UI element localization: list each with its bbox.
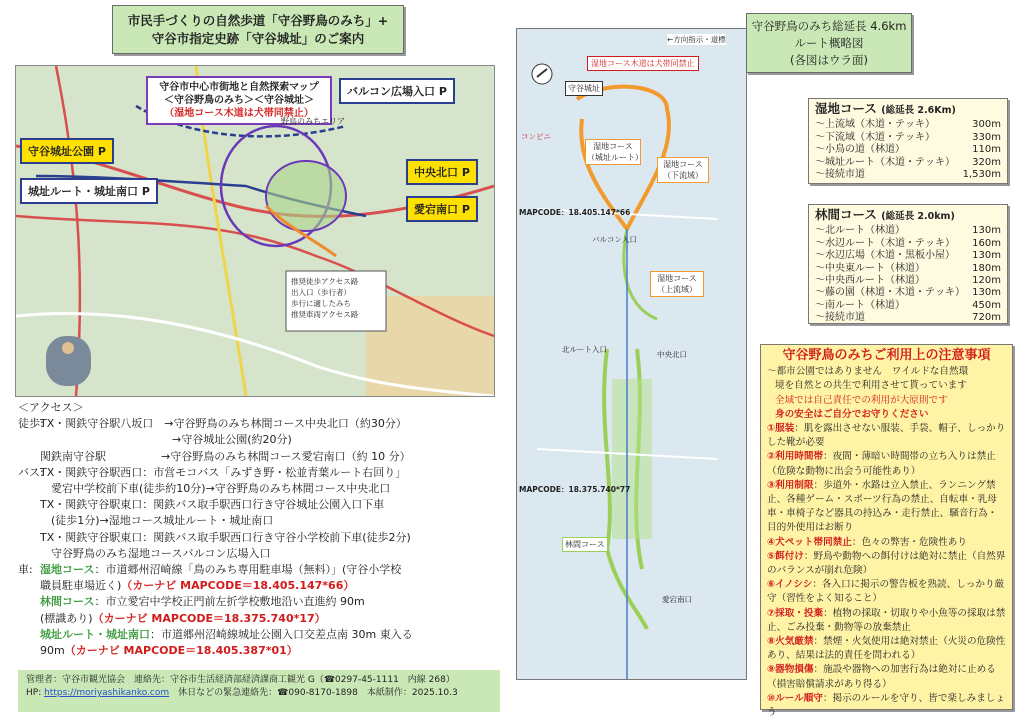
rule-item: ⑥イノシシ：各入口に掲示の警告板を熟読、しっかり厳守（習性をよく知ること） (767, 579, 1005, 605)
route-total: 守谷野鳥のみち総延長 4.6km (751, 18, 907, 33)
route-forest: 林間コース (562, 537, 608, 552)
map-banner-line1: 守谷市中心市街地と自然探索マップ (159, 82, 319, 93)
course-item: ～接続市道 1,530m (815, 169, 1001, 181)
area-map (15, 65, 495, 397)
car-row: 職員駐車場近く)（カーナビ MAPCODE＝18.405.147*66） (40, 579, 355, 593)
course-item: ～城址ルート（木道・テッキ） 320m (815, 156, 1001, 168)
area-label: 野鳥のみちエリア (281, 117, 345, 126)
route-zone-note: 湿地コース木道は犬帯同禁止 (587, 56, 699, 71)
route-note: (各図はウラ面) (790, 52, 868, 67)
course-item: ～小鳥の道（林道） 110m (815, 144, 1001, 156)
page-title-line1: 市民手づくりの自然歩道「守谷野鳥のみち」+ (127, 12, 389, 28)
access-row: TX・関鉄守谷駅東口：関鉄バス取手駅西口行き守谷小学校前下車(徒歩2分) (40, 530, 411, 544)
course-item: ～中央西ルート（林道） 120m (815, 275, 1001, 287)
access-section (18, 400, 498, 659)
rules-intro: 境を自然との共生で利用させて貰っています (775, 380, 967, 392)
access-row: (徒歩1分)→湿地コース城址ルート・城址南口 (40, 514, 274, 528)
callout-balcon: バルコン広場入口 P (339, 78, 455, 104)
route-mapcode1: MAPCODE：18.405.147*66 (519, 208, 631, 217)
rule-item: ④犬ペット帯同禁止：色々の弊害・危険性あり (767, 536, 967, 548)
car-row: (標識あり)（カーナビ MAPCODE＝18.375.740*17） (40, 611, 326, 625)
route-title: ルート概略図 (794, 35, 864, 50)
course-item: ～藤の園（林道・木道・テッキ） 130m (815, 287, 1001, 299)
footer (18, 670, 500, 712)
rules-intro: ～都市公園ではありません ワイルドな自然環 (767, 366, 969, 378)
access-row: 徒歩:TX・関鉄守谷駅八坂口 →守谷野鳥のみち林間コース中央北口（約30分） (18, 417, 407, 431)
callout-atago-south: 愛宕南口 P (406, 196, 478, 222)
rule-item: ③利用制限：歩道外・水路は立入禁止、ランニング禁止、各種ゲーム・スポーツ行為の禁止、自転車・乳母車・車椅子など器具の持込み・走行禁止、騒音行為・目的外使用はお断り (767, 479, 998, 534)
rule-item: ⑦採取・投棄：植物の採取・切取りや小魚等の採取は禁止、ごみ投棄・動物等の放棄禁止 (767, 607, 1006, 633)
rule-item: ⑧火気厳禁：禁煙・火気使用は絶対禁止（火災の危険性あり、結果は法的責任を問われる） (767, 636, 1006, 662)
legend-item: 出入口（歩行者） (291, 288, 351, 297)
wetland-title: 湿地コース (総延長 2.6Km) (815, 101, 956, 116)
homepage-link[interactable]: https://moriyashikanko.com (44, 688, 170, 698)
car-row: 90m（カーナビ MAPCODE＝18.405.387*01） (40, 644, 298, 658)
footer-contact: 管理者：守谷市観光協会 連絡先：守谷市生活経済部経済課商工観光 G（☎0297-45-1111 内線 268） (26, 675, 455, 685)
course-item: ～中央東ルート（林道） 180m (815, 262, 1001, 274)
footer-line2: HP: https://moriyashikanko.com 休日などの緊急連絡先：☎090-8170-1898 本紙制作：2025.10.3 (26, 688, 458, 698)
route-north: 北ルート入口 (562, 345, 607, 354)
route-mapcode2: MAPCODE：18.375.740*77 (519, 485, 631, 494)
route-wetland-castle: 湿地コース（城址ルート） (585, 139, 641, 165)
legend-item: 推奨車両アクセス路 (291, 310, 359, 319)
access-header: ＜アクセス＞ (18, 401, 84, 414)
access-row: →守谷城址公園(約20分) (40, 433, 292, 447)
page-title-box (112, 5, 404, 54)
usage-rules (760, 344, 1013, 719)
map-banner-line3: （湿地コース木道は犬帯同禁止） (164, 108, 314, 119)
rule-item: ⑩ルール順守：掲示のルールを守り、皆で楽しみましょう (767, 692, 1005, 719)
callout-castle-route: 城址ルート・城址南口 P (20, 178, 158, 204)
forest-title: 林間コース (総延長 2.0km) (815, 207, 955, 222)
callout-castle-park: 守谷城址公園 P (20, 138, 114, 164)
access-row: TX・関鉄守谷駅東口：関鉄バス取手駅西口行き守谷城址公園入口下車 (40, 498, 385, 512)
route-center-north: 中央北口 (657, 350, 687, 359)
course-item: ～北ルート（林道） 130m (815, 225, 1001, 237)
course-item: ～上流域（木道・テッキ） 300m (815, 119, 1001, 131)
access-row: 関鉄南守谷駅 →守谷野鳥のみち林間コース愛宕南口（約 10 分） (40, 449, 411, 463)
course-item: ～水辺ルート（木道・テッキ） 160m (815, 237, 1001, 249)
route-map-drawing (517, 29, 746, 679)
rule-item: ⑨器物損傷：施設や器物への加害行為は絶対に止める（損害賠償請求があり得る） (767, 664, 996, 690)
access-row: 守谷野鳥のみち湿地コースバルコン広場入口 (40, 546, 271, 560)
access-row: バス:TX・関鉄守谷駅西口：市営モコバス「みずき野・松並青葉ルート右回り」 (18, 465, 407, 479)
route-balcon: バルコン入口 (592, 235, 637, 244)
route-wetland-lower: 湿地コース（下流域） (657, 157, 709, 183)
route-wetland-upper: 湿地コース（上流域） (650, 271, 704, 297)
route-compass-note: ←方向指示・道標 (667, 35, 726, 44)
rule-item: ②利用時間帯：夜間・薄暗い時間帯の立ち入りは禁止（危険な動物に出会う可能性あり） (767, 451, 996, 477)
route-atago: 愛宕南口 (662, 595, 692, 604)
car-row: 城址ルート・城址南口：市道郷州沼崎線城址公園入口交差点南 30m 東入る (40, 627, 413, 641)
course-item: ～接続市道 720m (815, 312, 1001, 324)
map-legend (291, 276, 358, 320)
rules-title: 守谷野鳥のみちご利用上の注意事項 (782, 348, 991, 363)
callout-center-north: 中央北口 P (406, 159, 478, 185)
rule-item: ①服装：肌を露出させない服装、手袋、帽子、しっかりした靴が必要 (767, 423, 1006, 449)
rules-intro: 全域では自己責任での利用が大原則です (775, 394, 948, 406)
car-row: 車: 湿地コース：市道郷州沼崎線「鳥のみち専用駐車場（無料）」(守谷小学校 (18, 563, 402, 577)
rule-item: ⑤餌付け：野鳥や動物への餌付けは絶対に禁止（自然界のバランスが崩れ危険） (767, 550, 1006, 577)
route-map (516, 28, 747, 680)
car-row: 林間コース：市立愛宕中学校正門前左折学校敷地沿い直進約 90m (40, 595, 365, 609)
course-item: ～水辺広場（木道・黒板小屋） 130m (815, 250, 1001, 262)
course-item: ～下流域（木道・テッキ） 330m (815, 131, 1001, 143)
page-title-line2: 守谷市指定史跡「守谷城址」のご案内 (151, 30, 365, 46)
route-convenience: コンビニ (521, 132, 551, 141)
legend-item: 推奨徒歩アクセス路 (291, 277, 359, 286)
wetland-course-box (808, 98, 1008, 184)
course-item: ～南ルート（林道） 450m (815, 299, 1001, 311)
access-row: 愛宕中学校前下車(徒歩約10分)→守谷野鳥のみち林間コース中央北口 (40, 482, 391, 496)
map-banner-line2: ＜守谷野鳥のみち＞＜守谷城址＞ (164, 95, 314, 106)
rules-intro: 身の安全はご自分でお守りください (775, 408, 929, 420)
forest-course-box (808, 204, 1008, 324)
legend-item: 歩行に適したみち (291, 299, 351, 308)
route-summary-header (746, 13, 912, 73)
route-castle: 守谷城址 (565, 81, 603, 96)
footer-emergency: 休日などの緊急連絡先：☎090-8170-1898 本紙制作：2025.10.3 (169, 688, 458, 698)
